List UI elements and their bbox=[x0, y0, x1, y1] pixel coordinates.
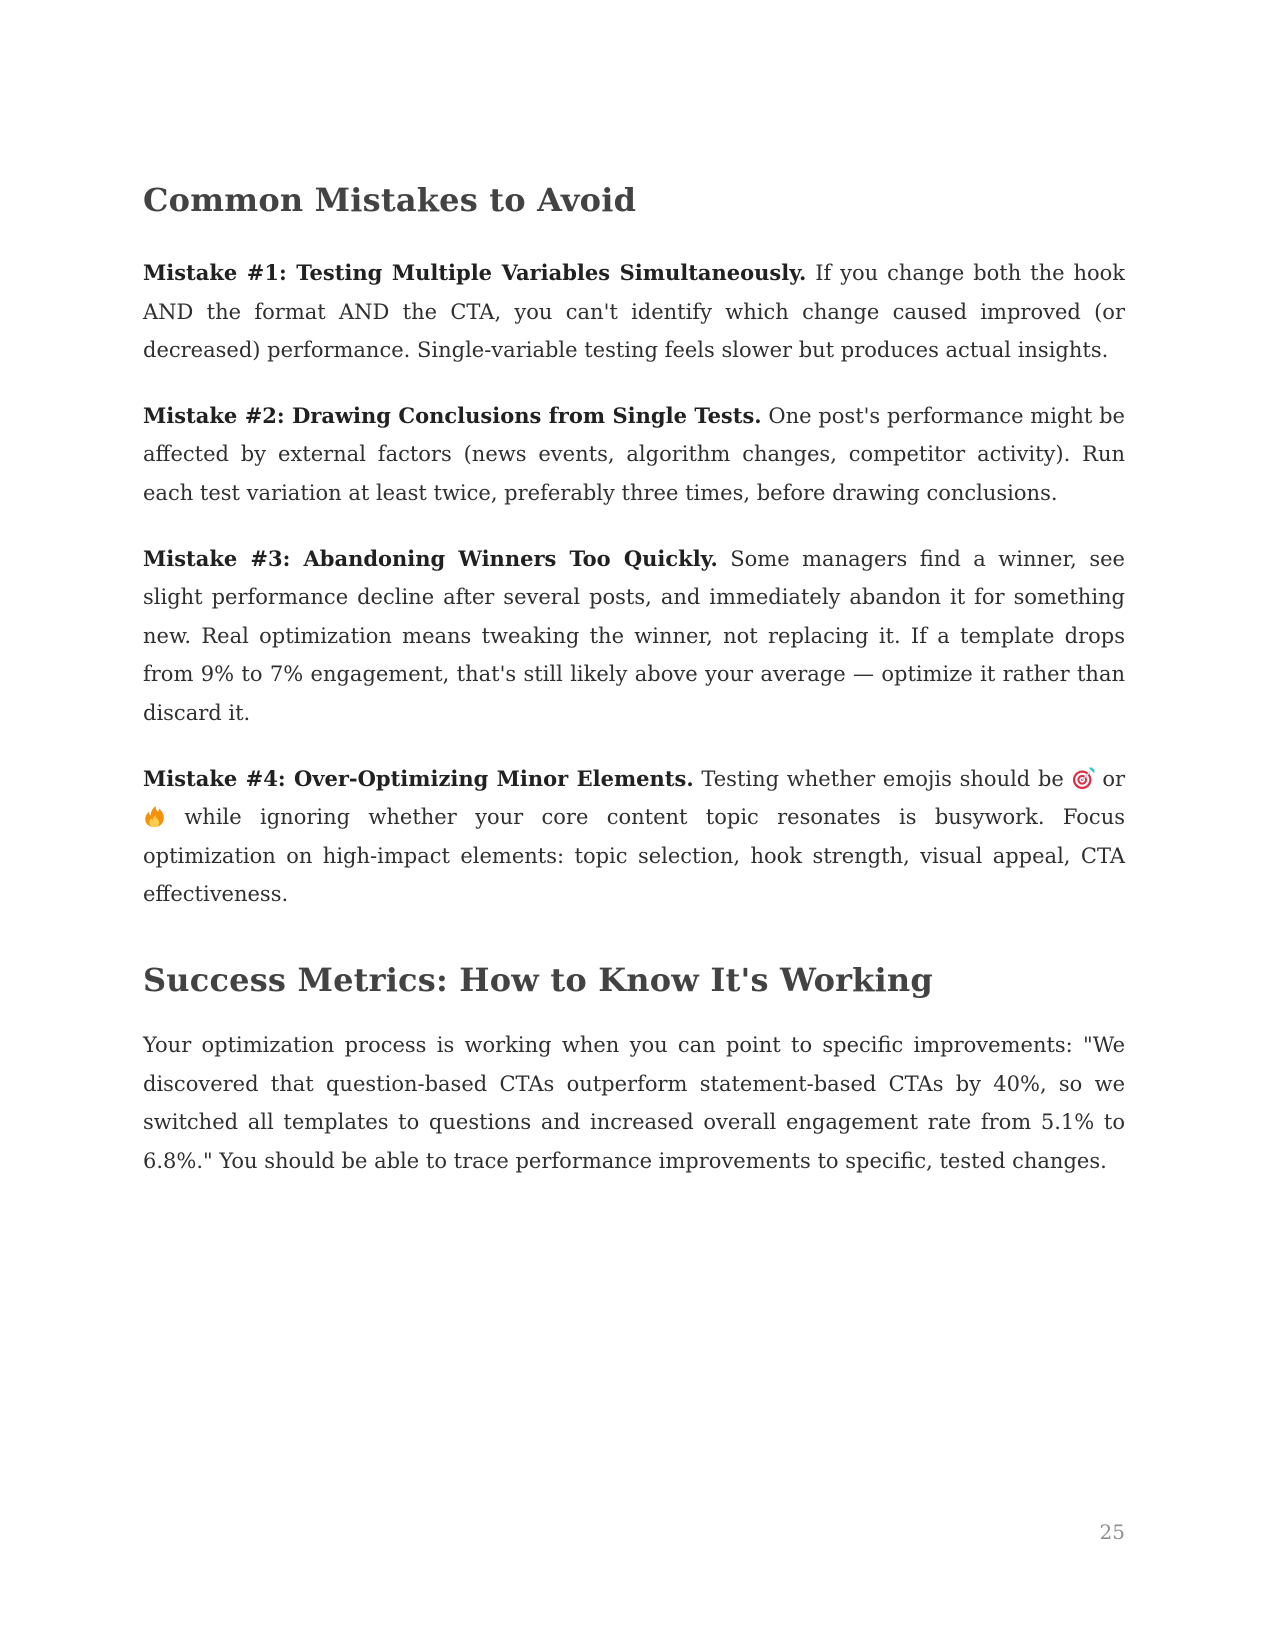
mistake-4-lead: Mistake #4: Over-Optimizing Minor Elements. bbox=[143, 765, 694, 791]
dart-emoji-icon bbox=[1072, 767, 1095, 790]
paragraph-success-metrics bbox=[143, 1026, 1125, 1180]
mistake-3-body: Some managers find a winner, see slight performance decline after several posts, and immediately abandon it for something new. Real optimization means tweaking the winner, not replacing it. If a template drops from 9% to 7% engagement, that's still likely above your average — optimize it rather than discard it. bbox=[143, 546, 1125, 725]
paragraph-mistake-3 bbox=[143, 540, 1125, 733]
paragraph-mistake-2 bbox=[143, 397, 1125, 513]
heading-common-mistakes: Common Mistakes to Avoid bbox=[143, 181, 637, 219]
paragraph-mistake-4 bbox=[143, 760, 1125, 914]
mistake-3-lead: Mistake #3: Abandoning Winners Too Quickly. bbox=[143, 545, 718, 571]
mistake-4-body-between-emoji: or bbox=[1094, 766, 1126, 791]
mistake-4-body-after-emoji: while ignoring whether your core content topic resonates is busywork. Focus optimization on high-impact elements: topic selection, hook strength, visual appeal, CTA effectiveness. bbox=[143, 805, 1125, 907]
document-content bbox=[143, 0, 1125, 1207]
mistake-1-lead: Mistake #1: Testing Multiple Variables Simultaneously. bbox=[143, 260, 807, 285]
fire-emoji-icon bbox=[143, 805, 166, 828]
mistake-4-body-before-emoji: Testing whether emojis should be bbox=[693, 766, 1072, 791]
heading-success-metrics: Success Metrics: How to Know It's Working bbox=[143, 960, 933, 999]
success-metrics-body: Your optimization process is working when you can point to specific improvements: "We discovered that question-based CTAs outperform statement-based CTAs by 40%, so we switched all templates to questions and increased overall engagement rate from 5.1% to 6.8%." You should be able to trace performance improvements to specific, tested changes. bbox=[143, 1032, 1125, 1173]
paragraph-mistake-1 bbox=[143, 254, 1125, 370]
page-number: 25 bbox=[1099, 1520, 1125, 1544]
mistake-2-body: One post's performance might be affected by external factors (news events, algorithm changes, competitor activity). Run each test variation at least twice, preferably three times, before drawing conclusions. bbox=[143, 403, 1125, 505]
mistake-2-lead: Mistake #2: Drawing Conclusions from Single Tests. bbox=[143, 402, 762, 428]
mistake-1-body: If you change both the hook AND the format AND the CTA, you can't identify which change caused improved (or decreased) performance. Single-variable testing feels slower but produces actual insights. bbox=[143, 261, 1125, 363]
